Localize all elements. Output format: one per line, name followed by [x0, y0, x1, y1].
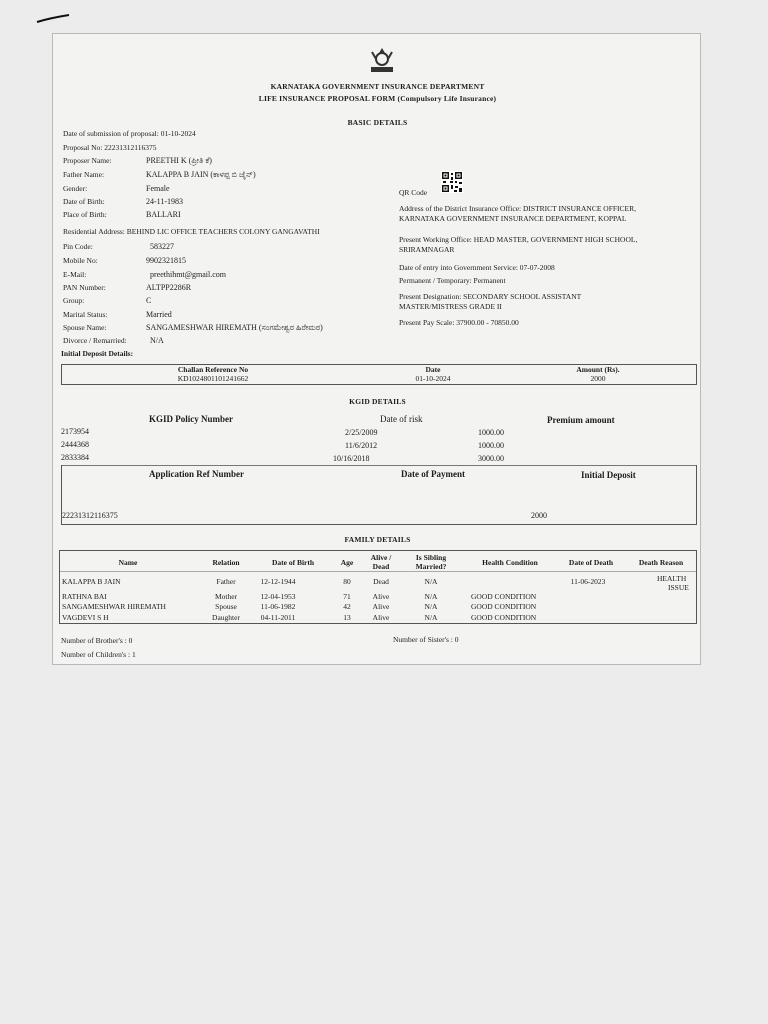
residential-address	[63, 227, 320, 236]
family-age: 71	[343, 592, 351, 601]
family-sibling: N/A	[424, 602, 438, 611]
kgid-risk-value: 2/25/2009	[345, 428, 378, 437]
field-label: Date of entry into Government Service:	[399, 263, 518, 272]
family-col-relation: Relation	[212, 558, 240, 567]
initial-deposit-title: Initial Deposit Details:	[61, 349, 134, 358]
state-emblem-icon	[365, 47, 399, 75]
challan-value: KD1024801101241662	[177, 374, 249, 383]
basic-details-title: BASIC DETAILS	[347, 118, 408, 127]
right-field	[399, 318, 519, 327]
field-label: Permanent / Temporary:	[399, 276, 472, 285]
family-age: 13	[343, 613, 351, 622]
field-value: Female	[146, 184, 170, 193]
family-reason-1: HEALTH	[657, 574, 687, 583]
field-value-line2: KARNATAKA GOVERNMENT INSURANCE DEPARTMENT, KOPPAL	[399, 214, 627, 223]
field-value: N/A	[150, 336, 164, 345]
family-relation: Mother	[214, 592, 238, 601]
app-ref-value: 22231312116375	[62, 511, 118, 520]
submission-date	[63, 129, 196, 138]
family-sibling: N/A	[424, 613, 438, 622]
family-sibling: N/A	[424, 592, 438, 601]
kgid-policy-value: 2833384	[61, 453, 89, 462]
field-value: BALLARI	[146, 210, 181, 219]
residential-label: Residential Address:	[63, 227, 125, 236]
app-ref-header: Application Ref Number	[149, 469, 244, 479]
field-label: Present Pay Scale:	[399, 318, 455, 327]
family-alive: Dead	[373, 577, 389, 586]
family-health: GOOD CONDITION	[471, 613, 537, 622]
family-alive: Alive	[372, 592, 390, 601]
right-field	[399, 235, 637, 244]
family-col-sibling-2: Married?	[415, 562, 447, 571]
family-dob: 04-11-2011	[260, 613, 296, 622]
field-value: preethihmt@gmail.com	[150, 270, 227, 279]
family-health: GOOD CONDITION	[471, 602, 537, 611]
field-value-line2: MASTER/MISTRESS GRADE II	[399, 302, 502, 311]
sisters-label: Number of Sister's :	[393, 635, 453, 644]
pen-stroke-mark	[36, 14, 70, 24]
family-health: GOOD CONDITION	[471, 592, 537, 601]
residential-value: BEHIND LIC OFFICE TEACHERS COLONY GANGAVATHI	[126, 227, 320, 236]
qr-label: QR Code	[399, 188, 428, 197]
family-col-alive-1: Alive /	[370, 553, 392, 562]
right-field	[399, 204, 636, 213]
family-dob: 12-04-1953	[260, 592, 296, 601]
family-details-title: FAMILY DETAILS	[344, 535, 411, 544]
brothers-count	[61, 636, 132, 645]
field-value-line2: SRIRAMNAGAR	[399, 245, 455, 254]
field-value: SECONDARY SCHOOL ASSISTANT	[463, 292, 582, 301]
payment-date-header: Date of Payment	[401, 469, 465, 479]
field-label: E-Mail:	[63, 270, 87, 279]
family-col-sibling-1: Is Sibling	[415, 553, 447, 562]
field-label: PAN Number:	[63, 283, 106, 292]
family-relation: Father	[216, 577, 236, 586]
family-col-name: Name	[118, 558, 138, 567]
field-label: Present Designation:	[399, 292, 462, 301]
submission-label: Date of submission of proposal:	[63, 129, 159, 138]
field-value: PREETHI K (ಪ್ರೀತಿ ಕೆ)	[146, 156, 212, 165]
sisters-value: 0	[454, 635, 459, 644]
field-value: HEAD MASTER, GOVERNMENT HIGH SCHOOL,	[473, 235, 638, 244]
submission-value: 01-10-2024	[160, 129, 196, 138]
kgid-policy-value: 2173954	[61, 427, 89, 436]
deposit-amount-value: 2000	[590, 374, 606, 383]
field-label: Group:	[63, 296, 85, 305]
proposal-label: Proposal No:	[63, 143, 103, 152]
kgid-premium-value: 3000.00	[478, 454, 504, 463]
kgid-risk-header: Date of risk	[380, 414, 423, 424]
field-label: Present Working Office:	[399, 235, 472, 244]
family-reason-2: ISSUE	[668, 583, 689, 592]
initial-deposit-header: Initial Deposit	[581, 470, 636, 480]
field-value: DISTRICT INSURANCE OFFICER,	[523, 204, 637, 213]
qr-code-icon	[441, 171, 463, 193]
sisters-count	[393, 635, 459, 644]
children-label: Number of Children's :	[61, 650, 131, 659]
right-field	[399, 292, 581, 301]
deposit-amount-header: Amount (Rs).	[576, 365, 620, 374]
family-name: VAGDEVI S H	[62, 613, 109, 622]
family-age: 42	[343, 602, 351, 611]
deposit-date-header: Date	[425, 365, 441, 374]
department-title: KARNATAKA GOVERNMENT INSURANCE DEPARTMENT	[270, 82, 485, 91]
children-count	[61, 650, 136, 659]
field-label: Mobile No:	[63, 256, 98, 265]
challan-header: Challan Reference No	[177, 365, 249, 374]
family-dod: 11-06-2023	[570, 577, 606, 586]
field-value: SANGAMESHWAR HIREMATH (ಸಂಗಮೇಶ್ವರ ಹಿರೇಮಠ)	[146, 323, 323, 332]
family-relation: Daughter	[212, 613, 240, 622]
right-field	[399, 276, 506, 285]
brothers-value: 0	[128, 636, 133, 645]
field-value: 07-07-2008	[519, 263, 555, 272]
field-label: Pin Code:	[63, 242, 93, 251]
family-col-reason: Death Reason	[638, 558, 684, 567]
family-col-age: Age	[340, 558, 354, 567]
field-label: Divorce / Remarried:	[63, 336, 127, 345]
kgid-risk-value: 10/16/2018	[333, 454, 370, 463]
family-col-dod: Date of Death	[568, 558, 614, 567]
field-label: Place of Birth:	[63, 210, 107, 219]
family-name: KALAPPA B JAIN	[62, 577, 121, 586]
field-value: C	[146, 296, 152, 305]
kgid-policy-header: KGID Policy Number	[149, 414, 233, 424]
family-age: 80	[343, 577, 351, 586]
initial-deposit-value: 2000	[531, 511, 547, 520]
family-header-divider	[60, 571, 696, 572]
kgid-premium-value: 1000.00	[478, 441, 504, 450]
field-value: 9902321815	[146, 256, 186, 265]
field-value: KALAPPA B JAIN (ಕಾಳಪ್ಪ ಬಿ ಜೈನ್)	[146, 170, 256, 179]
kgid-premium-value: 1000.00	[478, 428, 504, 437]
field-label: Gender:	[63, 184, 88, 193]
proposal-value: 22231312116375	[104, 143, 157, 152]
kgid-risk-value: 11/6/2012	[345, 441, 378, 450]
family-col-dob: Date of Birth	[271, 558, 315, 567]
field-value: Permanent	[473, 276, 506, 285]
kgid-details-title: KGID DETAILS	[349, 397, 406, 406]
family-name: RATHNA BAI	[62, 592, 107, 601]
family-alive: Alive	[372, 613, 390, 622]
field-label: Date of Birth:	[63, 197, 105, 206]
family-col-health: Health Condition	[482, 558, 538, 567]
kgid-policy-value: 2444368	[61, 440, 89, 449]
form-title: LIFE INSURANCE PROPOSAL FORM (Compulsory Life Insurance)	[258, 94, 497, 103]
field-label: Father Name:	[63, 170, 105, 179]
field-value: 24-11-1983	[146, 197, 184, 206]
family-alive: Alive	[372, 602, 390, 611]
children-value: 1	[131, 650, 136, 659]
field-label: Address of the District Insurance Office:	[399, 204, 522, 213]
kgid-premium-header: Premium amount	[547, 415, 615, 425]
family-sibling: N/A	[424, 577, 438, 586]
family-dob: 12-12-1944	[260, 577, 296, 586]
field-label: Spouse Name:	[63, 323, 107, 332]
field-value: Married	[146, 310, 172, 319]
field-label: Marital Status:	[63, 310, 108, 319]
field-value: ALTPP2286R	[146, 283, 192, 292]
proposal-form-sheet	[52, 33, 701, 665]
field-value: 37900.00 - 70850.00	[456, 318, 519, 327]
family-dob: 11-06-1982	[260, 602, 296, 611]
field-label: Proposer Name:	[63, 156, 112, 165]
field-value: 583227	[150, 242, 174, 251]
brothers-label: Number of Brother's :	[61, 636, 127, 645]
proposal-number	[63, 143, 156, 152]
right-field	[399, 263, 555, 272]
family-relation: Spouse	[215, 602, 237, 611]
family-col-alive-2: Dead	[372, 562, 390, 571]
family-name: SANGAMESHWAR HIREMATH	[62, 602, 166, 611]
deposit-date-value: 01-10-2024	[415, 374, 451, 383]
